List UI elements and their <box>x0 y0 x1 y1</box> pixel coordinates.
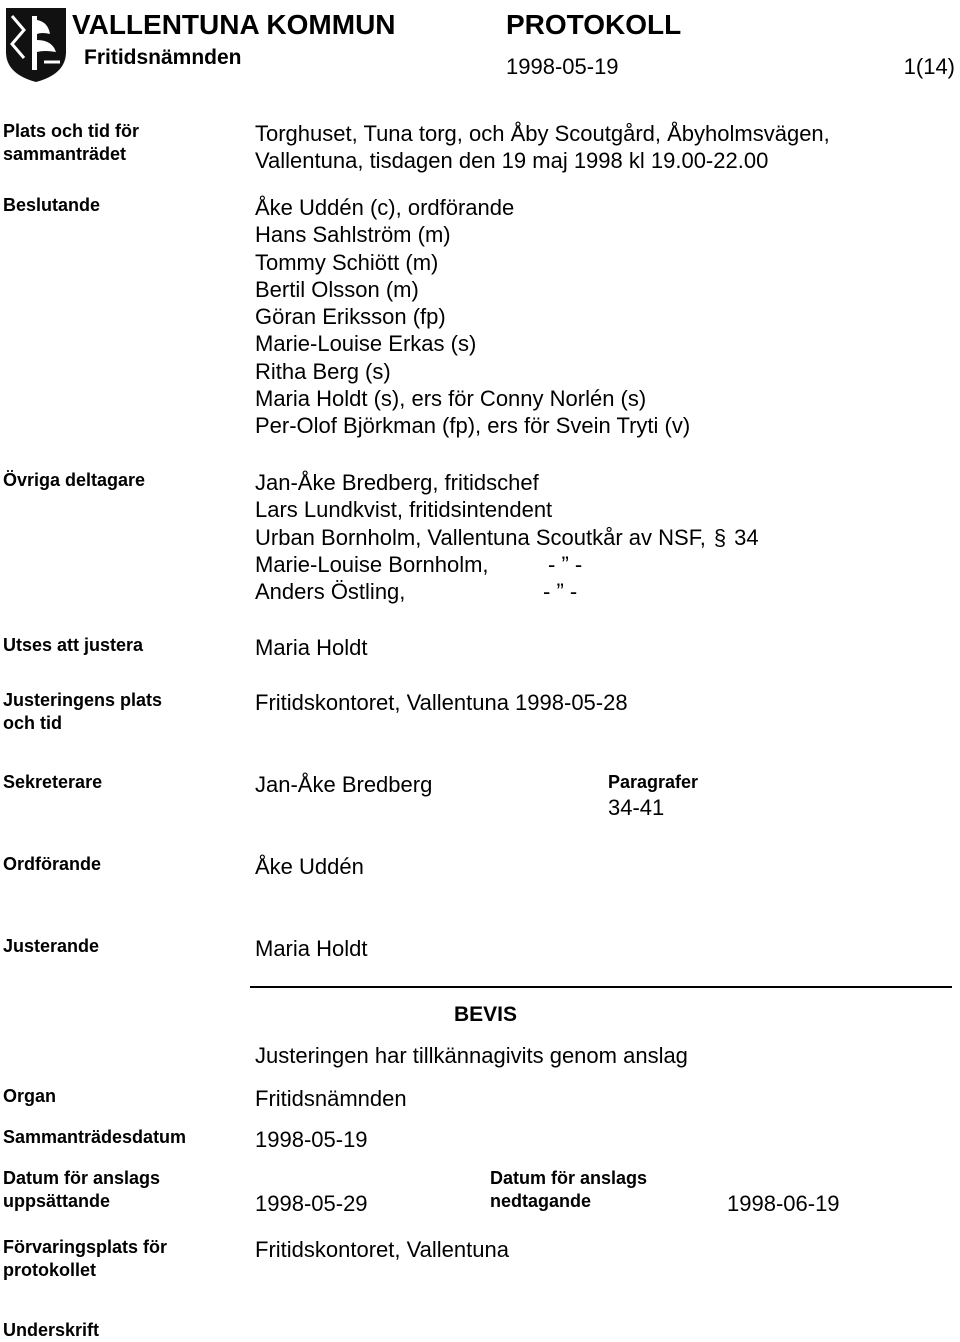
bevis-statement: Justeringen har tillkännagivits genom anslag <box>255 1043 688 1068</box>
bevis-title: BEVIS <box>454 1003 518 1026</box>
storage-place-label: Förvaringsplats för protokollet <box>3 1237 168 1280</box>
organ-label: Organ <box>3 1086 57 1106</box>
member-item: Åke Uddén (c), ordförande <box>255 195 515 220</box>
paragraphs-label: Paragrafer <box>608 772 699 792</box>
divider-line <box>250 986 952 988</box>
chair-value: Åke Uddén <box>255 854 364 879</box>
chair-label: Ordförande <box>3 854 102 874</box>
adjuster-chosen-value: Maria Holdt <box>255 635 368 660</box>
removed-date-value: 1998-06-19 <box>727 1191 840 1216</box>
other-participants-label: Övriga deltagare <box>3 470 146 490</box>
participant-item: Jan-Åke Bredberg, fritidschef <box>255 470 539 495</box>
member-item: Hans Sahlström (m) <box>255 222 451 248</box>
adjustment-place-value: Fritidskontoret, Vallentuna 1998-05-28 <box>255 690 628 715</box>
deciding-members-list <box>255 194 690 440</box>
other-participants-list <box>255 469 759 605</box>
place-time-value: Torghuset, Tuna torg, och Åby Scoutgård, Åbyholmsvägen, Vallentuna, tisdagen den 19 maj 1998 kl 19.00-22.00 <box>255 121 830 174</box>
section-sign-icon: § <box>713 524 727 550</box>
organization-name: VALLENTUNA KOMMUN <box>72 9 396 40</box>
paragraphs-value: 34-41 <box>608 795 665 820</box>
adjuster-chosen-label: Utses att justera <box>3 635 144 655</box>
member-item: Maria Holdt (s), ers för Conny Norlén (s) <box>255 386 647 412</box>
ditto-mark: - ” - <box>548 551 583 577</box>
document-type: PROTOKOLL <box>506 9 682 40</box>
participant-item: Anders Östling, - ” - <box>255 579 578 605</box>
meeting-date: 1998-05-19 <box>506 54 619 79</box>
committee-name: Fritidsnämnden <box>84 46 242 69</box>
secretary-label: Sekreterare <box>3 772 103 792</box>
member-item: Bertil Olsson (m) <box>255 276 419 302</box>
member-item: Marie-Louise Erkas (s) <box>255 331 477 357</box>
meeting-date-value: 1998-05-19 <box>255 1127 368 1152</box>
page-number: 1(14) <box>903 54 955 79</box>
member-item: Tommy Schiött (m) <box>255 249 439 275</box>
deciding-label: Beslutande <box>3 195 101 215</box>
storage-place-value: Fritidskontoret, Vallentuna <box>255 1237 509 1262</box>
participant-item: Urban Bornholm, Vallentuna Scoutkår av NSF, § 34 <box>255 524 759 550</box>
participant-item: Marie-Louise Bornholm, - ” - <box>255 551 583 577</box>
signature-label: Underskrift <box>3 1320 100 1340</box>
adjuster-label: Justerande <box>3 936 100 956</box>
adjuster-value: Maria Holdt <box>255 936 368 961</box>
place-time-label: Plats och tid för sammanträdet <box>3 121 140 164</box>
removed-date-label: Datum för anslags nedtagande <box>490 1168 648 1211</box>
member-item: Per-Olof Björkman (fp), ers för Svein Tryti (v) <box>255 413 691 439</box>
ditto-mark: - ” - <box>543 579 578 605</box>
member-item: Ritha Berg (s) <box>255 358 391 384</box>
participant-item: Lars Lundkvist, fritidsintendent <box>255 497 553 523</box>
meeting-date-label: Sammanträdesdatum <box>3 1127 187 1147</box>
posted-date-value: 1998-05-29 <box>255 1191 368 1216</box>
posted-date-label: Datum för anslags uppsättande <box>3 1168 161 1211</box>
municipality-crest-logo <box>4 6 68 84</box>
adjustment-place-label: Justeringens plats och tid <box>3 690 163 733</box>
organ-value: Fritidsnämnden <box>255 1086 407 1111</box>
member-item: Göran Eriksson (fp) <box>255 304 446 330</box>
secretary-value: Jan-Åke Bredberg <box>255 772 433 797</box>
